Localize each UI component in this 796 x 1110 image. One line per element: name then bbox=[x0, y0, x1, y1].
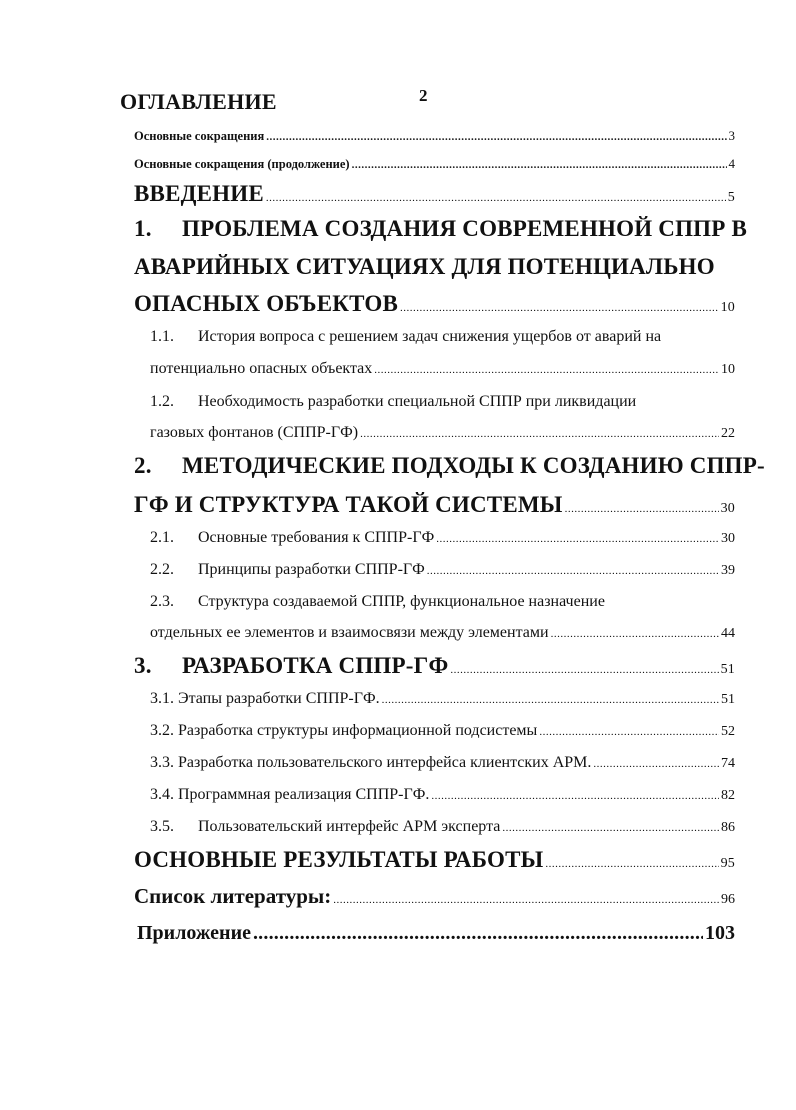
entry-page: 86 bbox=[721, 820, 735, 835]
entry-page: 51 bbox=[720, 662, 735, 677]
entry-text: История вопроса с решением задач снижения ущербов от аварий на bbox=[198, 328, 662, 345]
entry-page: 82 bbox=[721, 788, 735, 803]
toc-chapter-1-line2: АВАРИЙНЫХ СИТУАЦИЯХ ДЛЯ ПОТЕНЦИАЛЬНО bbox=[134, 254, 715, 279]
entry-text: ГФ И СТРУКТУРА ТАКОЙ СИСТЕМЫ bbox=[134, 492, 563, 517]
toc-entry-appendix[interactable] bbox=[137, 922, 735, 945]
toc-section-3-4[interactable] bbox=[150, 786, 735, 804]
toc-chapter-1-line1[interactable] bbox=[134, 216, 747, 242]
toc-section-1-2-line2[interactable] bbox=[150, 424, 735, 442]
entry-text: 3.3. Разработка пользовательского интерфейса клиентских АРМ. bbox=[150, 754, 592, 771]
toc-section-3-3[interactable] bbox=[150, 754, 735, 772]
entry-page: 10 bbox=[721, 362, 735, 377]
entry-text: Необходимость разработки специальной СППР при ликвидации bbox=[198, 393, 637, 410]
entry-number: 2.3. bbox=[150, 593, 174, 610]
entry-page: 22 bbox=[721, 426, 735, 441]
entry-number: 3. bbox=[134, 653, 152, 678]
entry-text: Основные сокращения (продолжение) bbox=[134, 157, 350, 171]
toc-section-2-3-line1[interactable] bbox=[150, 593, 605, 611]
dot-leader bbox=[593, 754, 719, 772]
entry-number: 2.2. bbox=[150, 561, 174, 578]
entry-page: 30 bbox=[721, 531, 735, 546]
dot-leader bbox=[266, 181, 726, 207]
entry-text: 3.1. Этапы разработки СППР-ГФ. bbox=[150, 690, 380, 707]
dot-leader bbox=[450, 653, 718, 679]
entry-title: РАЗРАБОТКА СППР-ГФ bbox=[182, 653, 449, 678]
toc-section-3-1[interactable] bbox=[150, 690, 735, 708]
toc-title: ОГЛАВЛЕНИЕ bbox=[120, 89, 277, 114]
page-number: 2 bbox=[419, 86, 428, 105]
toc-section-1-1-line1[interactable] bbox=[150, 328, 661, 346]
dot-leader bbox=[551, 624, 719, 642]
entry-text: 3.2. Разработка структуры информационной подсистемы bbox=[150, 722, 538, 739]
toc-section-2-2[interactable] bbox=[150, 561, 735, 579]
toc-section-3-5[interactable] bbox=[150, 818, 735, 836]
dot-leader bbox=[253, 922, 703, 945]
entry-page: 44 bbox=[721, 626, 735, 641]
entry-page: 10 bbox=[720, 300, 735, 315]
dot-leader bbox=[502, 818, 719, 836]
entry-text: МЕТОДИЧЕСКИЕ ПОДХОДЫ К СОЗДАНИЮ СППР- bbox=[182, 453, 765, 478]
entry-title: Пользовательский интерфейс АРМ эксперта bbox=[198, 818, 501, 835]
dot-leader bbox=[374, 360, 719, 378]
entry-text: Структура создаваемой СППР, функциональное назначение bbox=[198, 593, 605, 610]
entry-number: 1.1. bbox=[150, 328, 174, 345]
entry-text: ОСНОВНЫЕ РЕЗУЛЬТАТЫ РАБОТЫ bbox=[134, 847, 544, 872]
entry-text: 3.4. Программная реализация СППР-ГФ. bbox=[150, 786, 430, 803]
entry-text bbox=[150, 561, 425, 579]
entry-page: 74 bbox=[721, 756, 735, 771]
entry-title: Принципы разработки СППР-ГФ bbox=[198, 561, 425, 578]
entry-text: ВВЕДЕНИЕ bbox=[134, 181, 264, 206]
entry-page: 52 bbox=[721, 724, 735, 739]
toc-section-3-2[interactable] bbox=[150, 722, 735, 740]
entry-text: Основные сокращения bbox=[134, 129, 265, 143]
toc-entry-results[interactable] bbox=[134, 847, 735, 873]
toc-entry-abbreviations[interactable] bbox=[134, 128, 735, 144]
dot-leader bbox=[382, 690, 719, 708]
entry-number: 1. bbox=[134, 216, 152, 241]
dot-leader bbox=[565, 492, 719, 518]
entry-number: 1.2. bbox=[150, 393, 174, 410]
entry-page: 4 bbox=[728, 156, 735, 171]
dot-leader bbox=[427, 561, 719, 579]
entry-text: газовых фонтанов (СППР-ГФ) bbox=[150, 424, 359, 441]
dot-leader bbox=[539, 722, 719, 740]
entry-page: 51 bbox=[721, 692, 735, 707]
toc-entry-abbreviations-cont[interactable] bbox=[134, 156, 735, 172]
entry-title: Основные требования к СППР-ГФ bbox=[198, 529, 435, 546]
entry-number: 2.1. bbox=[150, 529, 174, 546]
entry-text: ОПАСНЫХ ОБЪЕКТОВ bbox=[134, 291, 398, 316]
dot-leader bbox=[431, 786, 719, 804]
toc-section-2-3-line2[interactable] bbox=[150, 624, 735, 642]
dot-leader bbox=[360, 424, 719, 442]
toc-chapter-2-line1[interactable] bbox=[134, 453, 765, 479]
entry-text bbox=[134, 653, 448, 679]
toc-chapter-2-line2[interactable] bbox=[134, 492, 735, 518]
toc-entry-references[interactable] bbox=[134, 884, 735, 909]
entry-text bbox=[150, 529, 434, 547]
entry-page: 103 bbox=[705, 922, 735, 944]
dot-leader bbox=[266, 129, 726, 144]
entry-number: 3.5. bbox=[150, 818, 174, 835]
entry-text: Список литературы: bbox=[134, 884, 332, 908]
entry-text: потенциально опасных объектах bbox=[150, 360, 373, 377]
entry-page: 5 bbox=[727, 190, 735, 205]
entry-page: 39 bbox=[721, 563, 735, 578]
toc-section-2-1[interactable] bbox=[150, 529, 735, 547]
toc-section-1-2-line1[interactable] bbox=[150, 393, 636, 411]
toc-section-1-1-line2[interactable] bbox=[150, 360, 735, 378]
dot-leader bbox=[400, 291, 719, 317]
dot-leader bbox=[545, 847, 718, 873]
toc-chapter-1-line3[interactable] bbox=[134, 291, 735, 317]
entry-text bbox=[150, 818, 500, 836]
entry-text: Приложение bbox=[137, 922, 251, 944]
entry-text: отдельных ее элементов и взаимосвязи между элементами bbox=[150, 624, 549, 641]
entry-text: ПРОБЛЕМА СОЗДАНИЯ СОВРЕМЕННОЙ СППР В bbox=[182, 216, 748, 241]
dot-leader bbox=[352, 157, 727, 172]
toc-chapter-3[interactable] bbox=[134, 653, 735, 679]
entry-page: 3 bbox=[728, 128, 735, 143]
entry-page: 96 bbox=[721, 892, 735, 907]
entry-page: 95 bbox=[720, 856, 735, 871]
dot-leader bbox=[333, 894, 719, 906]
entry-number: 2. bbox=[134, 453, 152, 478]
dot-leader bbox=[436, 529, 719, 547]
toc-entry-introduction[interactable] bbox=[134, 181, 735, 207]
entry-page: 30 bbox=[720, 501, 735, 516]
